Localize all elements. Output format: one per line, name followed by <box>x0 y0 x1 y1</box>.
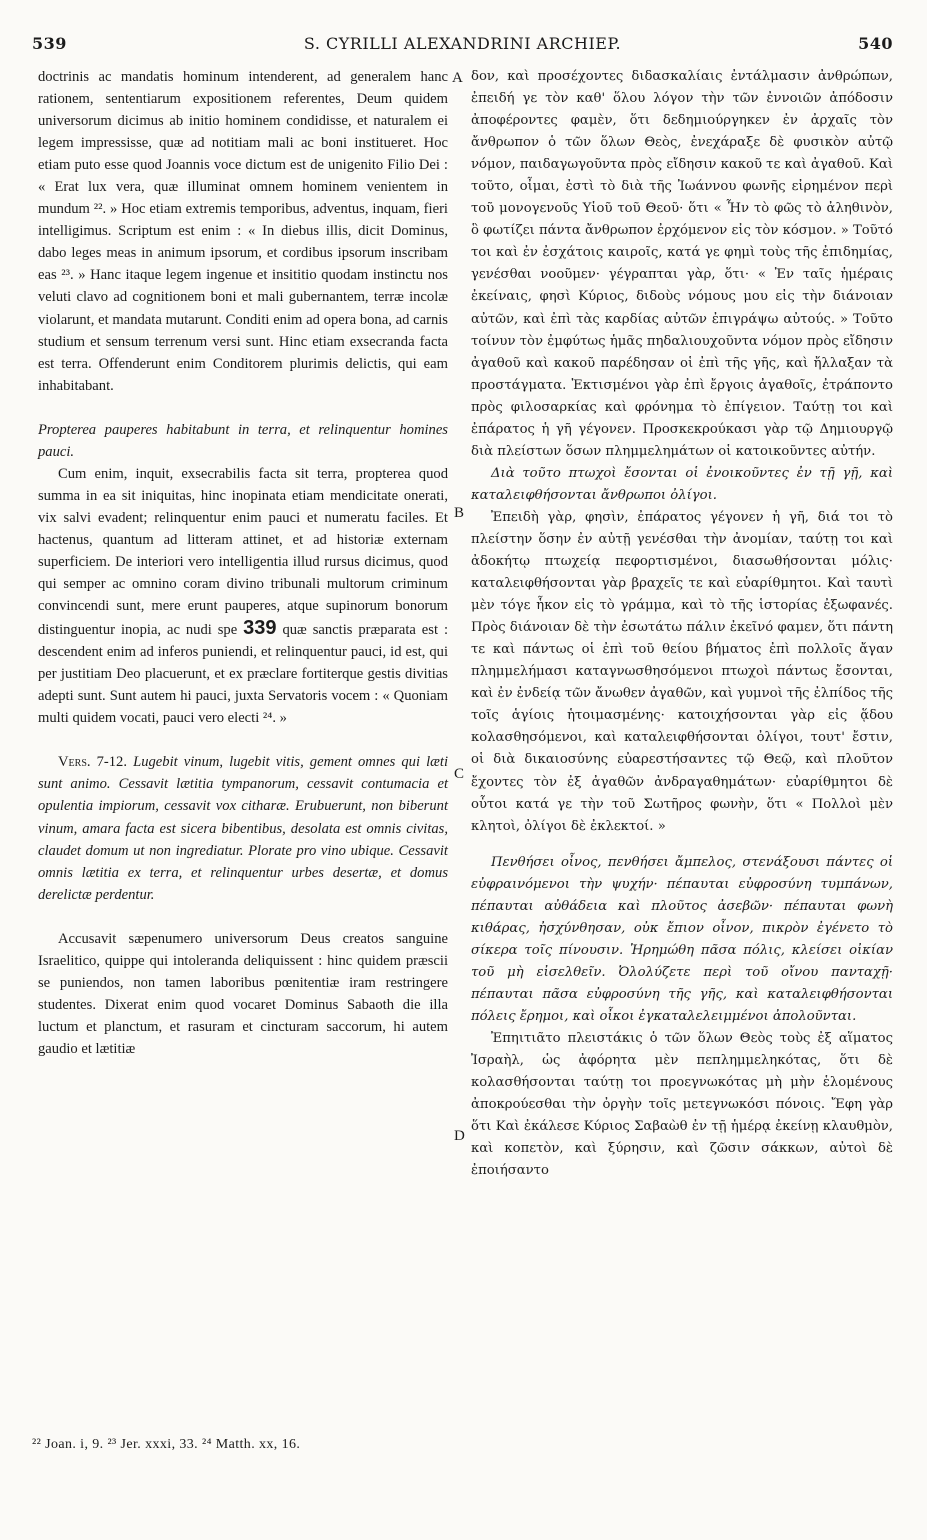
latin-paragraph-3: Accusavit sæpenumero universorum Deus creatos sanguine Israelitico, quippe qui intoleranda deliquissent : hinc quidem præscii se puniendos, non tamen laboribus pœnitentiæ iram restringere studentes. Dixerat enim quod vocaret Dominus Sabaoth die illa luctum et planctum, et rasuram et cincturam saccorum, hi autem gaudio et lætitiæ <box>38 930 448 1057</box>
greek-lemma-1: Διὰ τοῦτο πτωχοὶ ἔσονται οἱ ἐνοικοῦντες ἐν τῇ γῇ, καὶ καταλειφθήσονται ἄνθρωποι ὀλίγοι. <box>471 465 893 503</box>
greek-paragraph-3: Ἐπηιτιᾶτο πλειστάκις ὁ τῶν ὅλων Θεὸς τοὺς ἐξ αἵματος Ἰσραὴλ, ὡς ἀφόρητα μὲν πεπλημμεληκότας, ὅτι δὲ κολασθήσονται ταύτῃ τοι προεγνωκότας μὴ μὴν ἑλομένους ἀποκρούεσθαι τὴν ὀργὴν τοῖς μετεγνωκόσι πόνοις. Ἔφη γὰρ ὅτι Καὶ ἐκάλεσε Κύριος Σαβαὼθ ἐν τῇ ἡμέρᾳ ἐκείνῃ κλαυθμὸν, καὶ κοπετὸν, καὶ ξύρησιν, καὶ ζῶσιν σάκκων, αὐτοὶ δὲ ἐποιήσαντο <box>471 1031 893 1179</box>
latin-column <box>38 66 448 1060</box>
latin-paragraph-2 <box>38 463 448 730</box>
latin-paragraph-1: doctrinis ac mandatis hominum intenderent, ad generalem hanc rationem, sententiarum expositionem referentes, Deum quidem universorum dicimus ab initio hominem condidisse, et naturalem ei legem impressisse, quæ ad notitiam mali ac boni institueret. Hoc etiam puto esse quod Joannis voce dictum est de unigenito Filio Dei : « Erat lux vera, quæ illuminat omnem hominem venientem in mundum ²². » Hoc etiam extremis temporibus, adventus, inquam, fieri intelligimus. Scriptum est enim : « In diebus illis, dicit Dominus, dabo leges meas in animum ipsorum, et cordibus ipsorum inscribam eas ²³. » Hanc itaque legem ingenue et insititio quodam instinctu nos veluti clavo ad cognitionem boni et mali gubernantem, terræ incolæ violarunt, et mandata mutarunt. Conditi enim ad opera bona, ad carnis studium et sensum terrenum versi sunt. Hinc etiam exsecranda facta est terra. Offenderunt enim Conditorem plurimis delictis, qui eam inhabitabant. <box>38 69 448 394</box>
page-header <box>32 34 893 58</box>
right-page-number: 540 <box>858 34 893 53</box>
greek-paragraph-2: Ἐπειδὴ γὰρ, φησὶν, ἐπάρατος γέγονεν ἡ γῆ, διά τοι τὸ πλείστην ὅσην ἐν αὐτῇ γενέσθαι τὴν ἀνομίαν, ταύτῃ τοι καὶ ἀδοκήτῳ πτωχείᾳ πεφορτισμένοι, διασωθήσονται μόλις· καταλειφθήσονται γὰρ βραχεῖς τε καὶ εὐαρίθμητοι. Καὶ ταυτὶ μὲν τόγε ἧκον εἰς τὸ γράμμα, καὶ τὸ τῆς ἱστορίας ἐξωφανές. Πρὸς διάνοιαν δὲ τὴν ἐσωτάτω πάλιν ἐκεῖνό φαμεν, ὅτι πάντη τε καὶ πάντως οἱ ἐπὶ τοῦ θείου βήματος ἐπὶ πολλοῖς ἄγαν πλημμελήμασι καταγνωσθησόμενοι πτωχοὶ πάντως ἔσονται, καὶ ἐν ἐνδείᾳ τῶν ἄνωθεν ἀγαθῶν, καὶ γυμνοὶ τῆς ἐλπίδος τῆς τοῖς ἁγίοις ἡτοιμασμένης· κατοιχήσονται γὰρ εἰς ᾅδου κολασθησόμενοι, καὶ καταλειφθήσονται ὀλίγοι, τουτ' ἔστιν, οἱ διὰ δικαιοσύνης εὐαρεστήσαντες τῷ Θεῷ, καὶ πλοῦτον ἔχοντες τὸν ἐξ ἀγαθῶν ἀνδραγαθημάτων· εὐαρίθμητοι δὲ οὗτοι κατά γε τὴν τοῦ Σωτῆρος φωνὴν, ὅτι « Πολλοὶ μὲν κλητοὶ, ὀλίγοι δὲ ἐκλεκτοί. » <box>471 509 894 834</box>
footnotes: ²² Joan. i, 9. ²³ Jer. xxxi, 33. ²⁴ Matth. xx, 16. <box>32 1437 301 1452</box>
margin-letter-b: B <box>454 505 465 521</box>
latin-lemma-1: Propterea pauperes habitabunt in terra, et relinquentur homines pauci. <box>38 421 448 460</box>
left-page-number: 539 <box>32 34 67 53</box>
margin-letter-a: A <box>452 70 463 86</box>
latin-paragraph-2b: quæ sanctis præparata est : descendent enim ad inferos puniendi, et relinquentur pauci, id est, qui per justitiam Deo placuerunt, et ex præclare fortiterque gestis divitias adepti sunt. Sunt autem hi pauci, juxta Servatoris vocem : « Quoniam multi quidem vocati, pauci vero electi ²⁴. » <box>38 622 449 727</box>
page-marker: 339 <box>243 617 277 640</box>
greek-lemma-2: Πενθήσει οἶνος, πενθήσει ἄμπελος, στενάξουσι πάντες οἱ εὐφραινόμενοι τὴν ψυχήν· πέπαυται εὐφροσύνη τυμπάνων, πέπαυται αὐθάδεια καὶ πλοῦτος ἀσεβῶν· πέπαυται φωνὴ κιθάρας, ἠσχύνθησαν, οὐκ ἔπιον οἶνον, πικρὸν ἐγένετο τὸ σίκερα τοῖς πίνουσιν. Ἠρημώθη πᾶσα πόλις, κλείσει οἰκίαν τοῦ μὴ εἰσελθεῖν. Ὀλολύζετε περὶ τοῦ οἴνου πανταχῇ· πέπαυται πᾶσα εὐφροσύνη τῆς γῆς, καὶ καταλειφθήσονται πόλεις ἔρημοι, καὶ οἶκοι ἐγκαταλελειμμένοι ἀπολοῦνται. <box>471 854 893 1024</box>
margin-letter-c: C <box>454 766 465 782</box>
running-title: S. CYRILLI ALEXANDRINI ARCHIEP. <box>303 34 622 53</box>
greek-column <box>471 66 893 1182</box>
margin-letter-d: D <box>454 1128 465 1144</box>
verse-label: Vers. 7-12. <box>58 754 128 771</box>
latin-paragraph-2a: Cum enim, inquit, exsecrabilis facta sit terra, propterea quod summa in ea sit iniquitas, hinc inopinata etiam mendicitate onerati, vix salvi evadent; relinquentur enim pauci et numeratu faciles. Et hactenus, quantum ad litteram attinet, et ad historiæ externam superficiem. De interiori vero intelligentia illud rursus dicimus, quod qui semper ac omnino coram divino tribunali multorum criminum convincendi sunt, mere erunt pauperes, atque supinorum bonorum distinguentur inopia, ac nudi spe <box>38 465 448 639</box>
latin-verse-text: Lugebit vinum, lugebit vitis, gement omnes qui læti sunt animo. Cessavit lætitia tympanorum, cessavit contumacia et opulentia impiorum, cessavit vox citharæ. Erubuerunt, non biberunt vinum, amara facta est sicera bibentibus, desolata est omnis civitas, claudet domum ut non ingrediatur. Plorate pro vino ubique. Cessavit omnis lætitia ex terra, et relinquentur urbes desertæ, et domus derelictæ perdentur. <box>38 754 448 903</box>
greek-paragraph-1: δον, καὶ προσέχοντες διδασκαλίαις ἐντάλμασιν ἀνθρώπων, ἐπειδή γε τὸν καθ' ὅλου λόγον τὴν τῶν ἐννοιῶν ἀπόδοσιν ἀποφέροντες φαμὲν, ὅτι δεδημιούργηκεν ἐν ἀρχαῖς τὸν ἄνθρωπον ὁ τῶν ὅλων Θεὸς, ἐνεχάραξε δὲ φυσικὸν αὐτῷ νόμον, παιδαγωγοῦντα πρὸς εἴδησιν κακοῦ τε καὶ ἀγαθοῦ. Καὶ τοῦτο, οἶμαι, ἐστὶ τὸ διὰ τῆς Ἰωάννου φωνῆς εἰρημένον περὶ τοῦ μονογενοῦς Υἱοῦ τοῦ Θεοῦ· ὅτι « Ἦν τὸ φῶς τὸ ἀληθινὸν, ὃ φωτίζει πάντα ἄνθρωπον ἐρχόμενον εἰς τὸν κόσμον. » Τοῦτό τοι καὶ ἐν ἐσχάτοις καιροῖς, κατά γε φημὶ τοὺς τῆς ἐπιδημίας, γενέσθαι νοοῦμεν· γέγραπται γὰρ, ὅτι· « Ἐν ταῖς ἡμέραις ἐκείναις, φησὶ Κύριος, διδοὺς νόμους μου εἰς τὴν διάνοιαν αὐτῶν, καὶ ἐπὶ τὰς καρδίας αὐτῶν ἐπιγράψω αὐτούς. » Τοῦτο τοίνυν τὸν ἐμφύτως ἡμᾶς πηδαλιουχοῦντα νόμον πρὸς εἴδησιν ἀγαθοῦ καὶ κακοῦ παρέδησαν οἱ ἐπὶ τῆς γῆς, καὶ ἤλλαξαν τὰ προστάγματα. Ἐκτισμένοι γὰρ ἐπὶ ἔργοις ἀγαθοῖς, ἐτράποντο πρὸς φιλοσαρκίας καὶ φρόνημα τὸ ἐπίγειον. Ταύτῃ τοι καὶ ἐπάρατος ἡ γῆ γέγονεν. Προσκεκρούκασι γὰρ τῷ Δημιουργῷ διὰ πλείστων ὅσων πλημμελημάτων οἱ κατοικοῦντες αὐτήν. <box>471 69 893 459</box>
latin-verse-block <box>38 751 448 905</box>
